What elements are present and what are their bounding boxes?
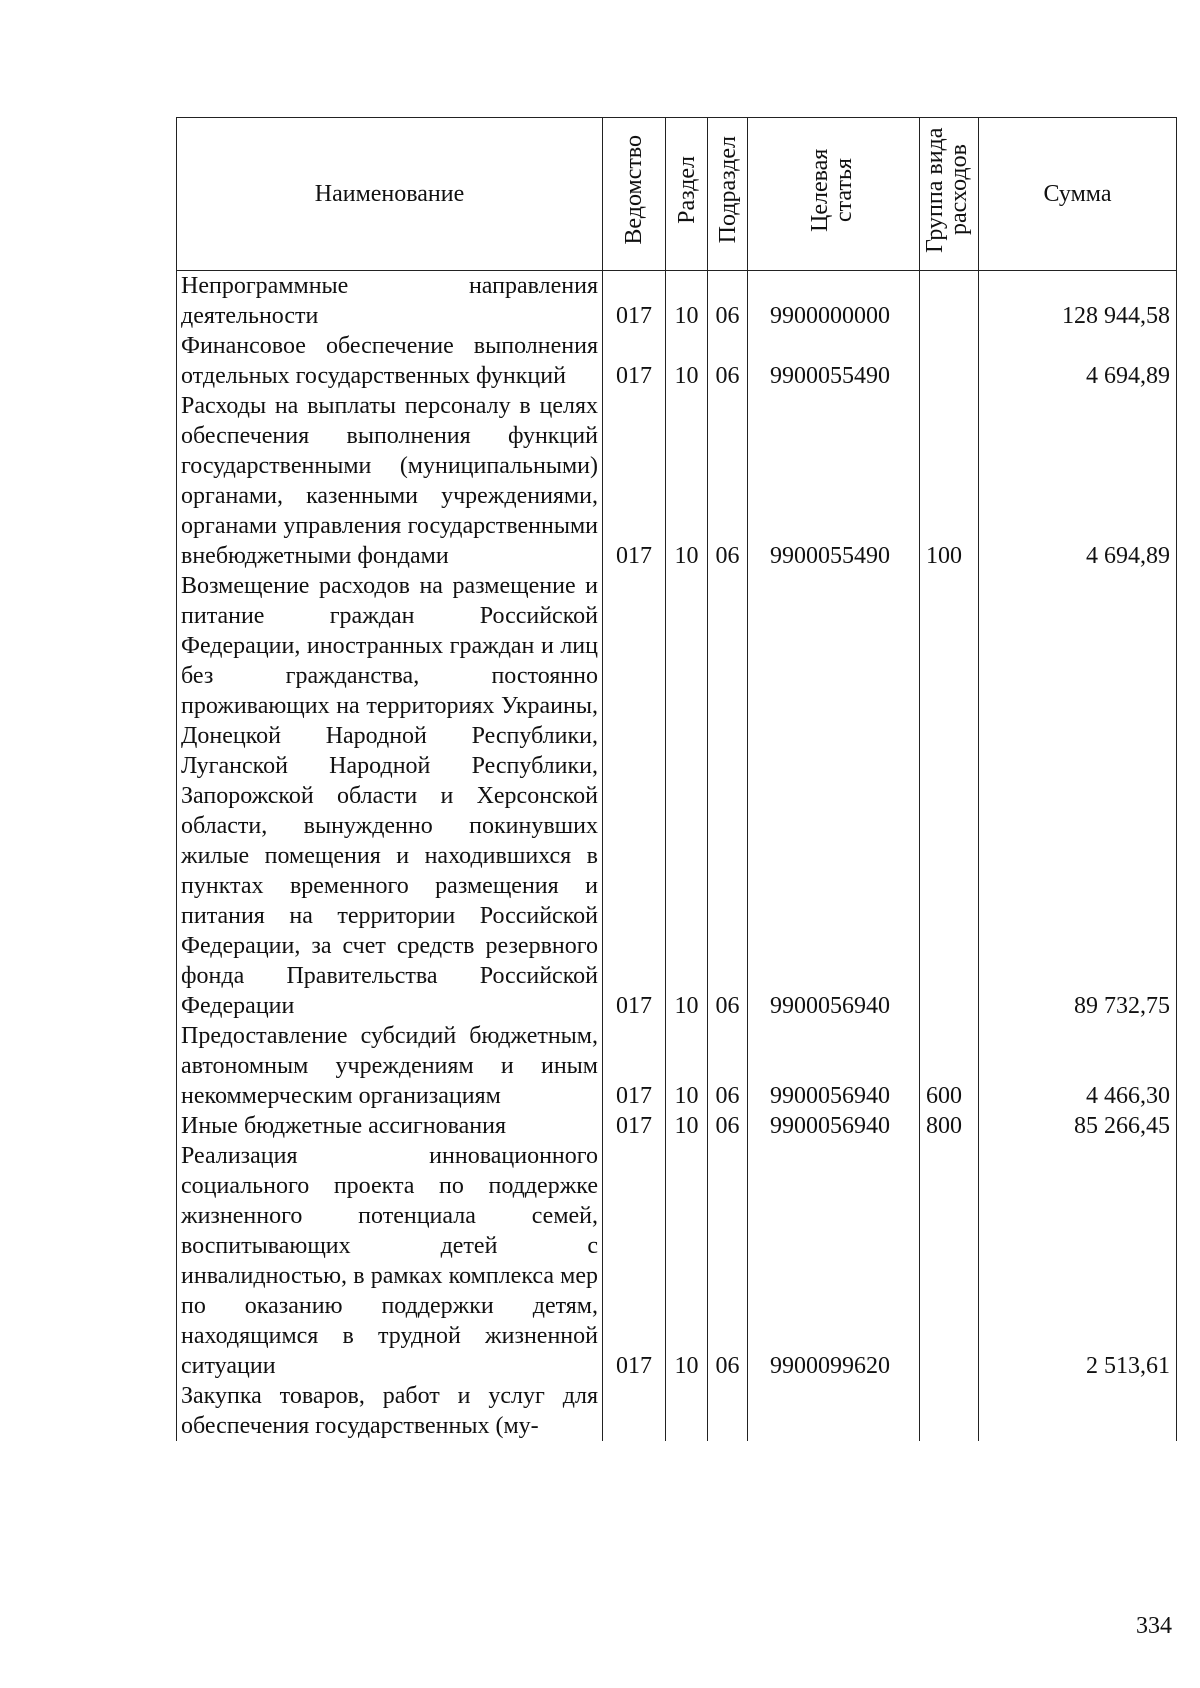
table-row [177, 391, 1177, 571]
row-name: Финансовое обеспечение выполнения отдельных государственных функций [177, 331, 603, 391]
row-razdel: 10 [666, 1021, 708, 1111]
row-celevaya: 9900056940 [748, 571, 920, 1021]
header-celevaya: Целевая статья [748, 118, 920, 271]
budget-table [176, 117, 1177, 1441]
row-name: Расходы на выплаты персоналу в целях обеспечения выполнения функций государственными (муниципальными) органами, казенными учреждениями, органами управления государственными внебюджетными фондами [177, 391, 603, 571]
row-razdel: 10 [666, 1141, 708, 1381]
header-vedomstvo: Ведомство [603, 118, 666, 271]
row-summa [979, 1381, 1177, 1441]
row-summa: 4 694,89 [979, 331, 1177, 391]
row-razdel: 10 [666, 1111, 708, 1141]
row-vedomstvo: 017 [603, 1141, 666, 1381]
row-name: Возмещение расходов на размещение и питание граждан Российской Федерации, иностранных граждан и лиц без гражданства, постоянно проживающих на территориях Украины, Донецкой Народной Республики, Луганской Народной Республики, Запорожской области и Херсонской области, вынужденно покинувших жилые помещения и находившихся в пунктах временного размещения и питания на территории Российской Федерации, за счет средств резервного фонда Правительства Российской Федерации [177, 571, 603, 1021]
row-razdel [666, 1381, 708, 1441]
row-podrazdel: 06 [708, 331, 748, 391]
row-celevaya: 9900099620 [748, 1141, 920, 1381]
row-gruppa [920, 271, 979, 332]
row-celevaya: 9900055490 [748, 331, 920, 391]
row-podrazdel [708, 1381, 748, 1441]
row-podrazdel: 06 [708, 391, 748, 571]
row-gruppa: 100 [920, 391, 979, 571]
table-row [177, 1111, 1177, 1141]
header-name: Наименование [177, 118, 603, 271]
row-vedomstvo: 017 [603, 1111, 666, 1141]
row-gruppa [920, 571, 979, 1021]
row-gruppa [920, 331, 979, 391]
page-number: 334 [1136, 1613, 1172, 1639]
table-row [177, 271, 1177, 332]
row-celevaya: 9900056940 [748, 1021, 920, 1111]
row-name: Закупка товаров, работ и услуг для обеспечения государственных (му- [177, 1381, 603, 1441]
row-podrazdel: 06 [708, 271, 748, 332]
row-vedomstvo [603, 1381, 666, 1441]
row-name: Реализация инновационного социального проекта по поддержке жизненного потенциала семей, воспитывающих детей с инвалидностью, в рамках комплекса мер по оказанию поддержки детям, находящимся в трудной жизненной ситуации [177, 1141, 603, 1381]
header-razdel: Раздел [666, 118, 708, 271]
row-podrazdel: 06 [708, 1021, 748, 1111]
row-vedomstvo: 017 [603, 571, 666, 1021]
row-gruppa: 800 [920, 1111, 979, 1141]
row-summa: 2 513,61 [979, 1141, 1177, 1381]
row-name: Непрограммные направления деятельности [177, 271, 603, 332]
row-vedomstvo: 017 [603, 391, 666, 571]
row-celevaya: 9900000000 [748, 271, 920, 332]
row-vedomstvo: 017 [603, 1021, 666, 1111]
row-celevaya: 9900056940 [748, 1111, 920, 1141]
row-gruppa [920, 1141, 979, 1381]
row-gruppa: 600 [920, 1021, 979, 1111]
row-razdel: 10 [666, 331, 708, 391]
row-name: Иные бюджетные ассигнования [177, 1111, 603, 1141]
row-celevaya: 9900055490 [748, 391, 920, 571]
row-summa: 89 732,75 [979, 571, 1177, 1021]
table-row [177, 1381, 1177, 1441]
row-name: Предоставление субсидий бюджетным, автономным учреждениям и иным некоммерческим организациям [177, 1021, 603, 1111]
header-summa: Сумма [979, 118, 1177, 271]
row-summa: 85 266,45 [979, 1111, 1177, 1141]
table-header [177, 118, 1177, 271]
row-razdel: 10 [666, 391, 708, 571]
row-celevaya [748, 1381, 920, 1441]
row-vedomstvo: 017 [603, 271, 666, 332]
header-podrazdel: Подраздел [708, 118, 748, 271]
table-row [177, 1141, 1177, 1381]
row-summa: 4 694,89 [979, 391, 1177, 571]
header-gruppa: Группа вида расходов [920, 118, 979, 271]
row-podrazdel: 06 [708, 1141, 748, 1381]
row-summa: 128 944,58 [979, 271, 1177, 332]
row-gruppa [920, 1381, 979, 1441]
row-vedomstvo: 017 [603, 331, 666, 391]
table-row [177, 1021, 1177, 1111]
table-body [177, 271, 1177, 1442]
row-summa: 4 466,30 [979, 1021, 1177, 1111]
table-row [177, 331, 1177, 391]
row-razdel: 10 [666, 271, 708, 332]
row-razdel: 10 [666, 571, 708, 1021]
table-row [177, 571, 1177, 1021]
row-podrazdel: 06 [708, 571, 748, 1021]
row-podrazdel: 06 [708, 1111, 748, 1141]
